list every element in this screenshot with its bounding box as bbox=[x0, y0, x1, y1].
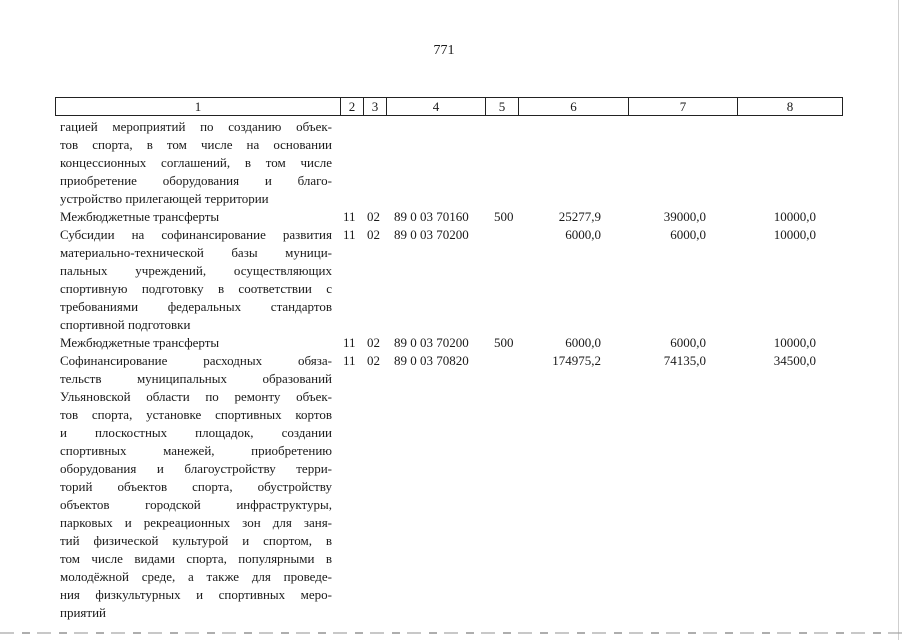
row-name: ния физкультурных и спортивных меро- bbox=[60, 587, 332, 602]
table-row bbox=[0, 136, 905, 154]
row-name: Межбюджетные трансферты bbox=[60, 209, 220, 224]
scan-bottom-edge bbox=[0, 632, 905, 634]
row-amount-col8: 34500,0 bbox=[773, 353, 816, 368]
table-row bbox=[0, 172, 905, 190]
row-section: 11 bbox=[343, 227, 356, 242]
row-target-article: 89 0 03 70200 bbox=[394, 227, 469, 242]
table-row bbox=[0, 442, 905, 460]
row-target-article: 89 0 03 70820 bbox=[394, 353, 469, 368]
row-name: спортивную подготовку в соответствии с bbox=[60, 281, 332, 296]
row-name: тельств муниципальных образований bbox=[60, 371, 332, 386]
page-number: 771 bbox=[433, 43, 455, 58]
row-name: Субсидии на софинансирование развития bbox=[60, 227, 332, 242]
row-target-article: 89 0 03 70160 bbox=[394, 209, 469, 224]
row-amount-col7: 6000,0 bbox=[670, 227, 706, 242]
table-row bbox=[0, 460, 905, 478]
row-amount-col6: 6000,0 bbox=[565, 335, 601, 350]
row-subsection: 02 bbox=[367, 335, 380, 350]
row-name: Софинансирование расходных обяза- bbox=[60, 353, 332, 368]
table-row bbox=[0, 424, 905, 442]
row-name: тий физической культурой и спортом, в bbox=[60, 533, 332, 548]
table-row bbox=[0, 586, 905, 604]
row-target-article: 89 0 03 70200 bbox=[394, 335, 469, 350]
row-name: пальных учреждений, осуществляющих bbox=[60, 263, 332, 278]
row-name: Межбюджетные трансферты bbox=[60, 335, 220, 350]
table-row bbox=[0, 532, 905, 550]
table-row bbox=[0, 154, 905, 172]
table-row bbox=[0, 262, 905, 280]
row-name: молодёжной среде, а также для проведе- bbox=[60, 569, 332, 584]
row-name: том числе видами спорта, популярными в bbox=[60, 551, 332, 566]
table-row bbox=[0, 244, 905, 262]
header-col-8: 8 bbox=[738, 98, 843, 116]
table-row bbox=[0, 370, 905, 388]
table-row bbox=[0, 316, 905, 334]
row-amount-col8: 10000,0 bbox=[773, 227, 816, 242]
table-row bbox=[0, 406, 905, 424]
table-row bbox=[0, 478, 905, 496]
table-row bbox=[0, 226, 905, 244]
row-name: спортивной подготовки bbox=[60, 317, 191, 332]
row-section: 11 bbox=[343, 209, 356, 224]
table-row bbox=[0, 118, 905, 136]
row-amount-col6: 25277,9 bbox=[558, 209, 601, 224]
table-row bbox=[0, 298, 905, 316]
row-subsection: 02 bbox=[367, 353, 380, 368]
row-name: требованиями федеральных стандартов bbox=[60, 299, 332, 314]
header-col-6: 6 bbox=[519, 98, 629, 116]
row-name: приятий bbox=[60, 605, 106, 620]
row-name: спортивных манежей, приобретению bbox=[60, 443, 332, 458]
row-amount-col8: 10000,0 bbox=[773, 209, 816, 224]
row-name: материально-технической базы муници- bbox=[60, 245, 332, 260]
row-subsection: 02 bbox=[367, 209, 380, 224]
row-name: парковых и рекреационных зон для заня- bbox=[60, 515, 332, 530]
table-header bbox=[55, 97, 843, 116]
table-row bbox=[0, 190, 905, 208]
row-amount-col8: 10000,0 bbox=[773, 335, 816, 350]
row-section: 11 bbox=[343, 353, 356, 368]
table-row bbox=[0, 352, 905, 370]
row-name: гацией мероприятий по созданию объек- bbox=[60, 119, 332, 134]
table-row bbox=[0, 514, 905, 532]
header-col-3: 3 bbox=[364, 98, 387, 116]
row-section: 11 bbox=[343, 335, 356, 350]
row-subsection: 02 bbox=[367, 227, 380, 242]
header-col-5: 5 bbox=[486, 98, 519, 116]
header-col-4: 4 bbox=[387, 98, 486, 116]
table-row bbox=[0, 280, 905, 298]
table-row bbox=[0, 550, 905, 568]
row-name: концессионных соглашений, в том числе bbox=[60, 155, 332, 170]
table-row bbox=[0, 334, 905, 352]
row-amount-col7: 6000,0 bbox=[670, 335, 706, 350]
row-name: тов спорта, в том числе на основании bbox=[60, 137, 332, 152]
row-name: Ульяновской области по ремонту объек- bbox=[60, 389, 332, 404]
row-expense-type: 500 bbox=[494, 335, 514, 350]
row-amount-col7: 74135,0 bbox=[663, 353, 706, 368]
table-row bbox=[0, 496, 905, 514]
header-col-7: 7 bbox=[629, 98, 738, 116]
table-row bbox=[0, 568, 905, 586]
row-amount-col6: 174975,2 bbox=[552, 353, 601, 368]
row-name: оборудования и благоустройству терри- bbox=[60, 461, 332, 476]
row-amount-col6: 6000,0 bbox=[565, 227, 601, 242]
row-name: и плоскостных площадок, создании bbox=[60, 425, 332, 440]
row-expense-type: 500 bbox=[494, 209, 514, 224]
row-name: устройство прилегающей территории bbox=[60, 191, 269, 206]
table-row bbox=[0, 604, 905, 622]
row-name: торий объектов спорта, обустройству bbox=[60, 479, 332, 494]
header-col-2: 2 bbox=[341, 98, 364, 116]
table-row bbox=[0, 388, 905, 406]
row-amount-col7: 39000,0 bbox=[663, 209, 706, 224]
header-col-1: 1 bbox=[56, 98, 341, 116]
table-row bbox=[0, 208, 905, 226]
row-name: тов спорта, установке спортивных кортов bbox=[60, 407, 332, 422]
row-name: приобретение оборудования и благо- bbox=[60, 173, 332, 188]
row-name: объектов городской инфраструктуры, bbox=[60, 497, 332, 512]
